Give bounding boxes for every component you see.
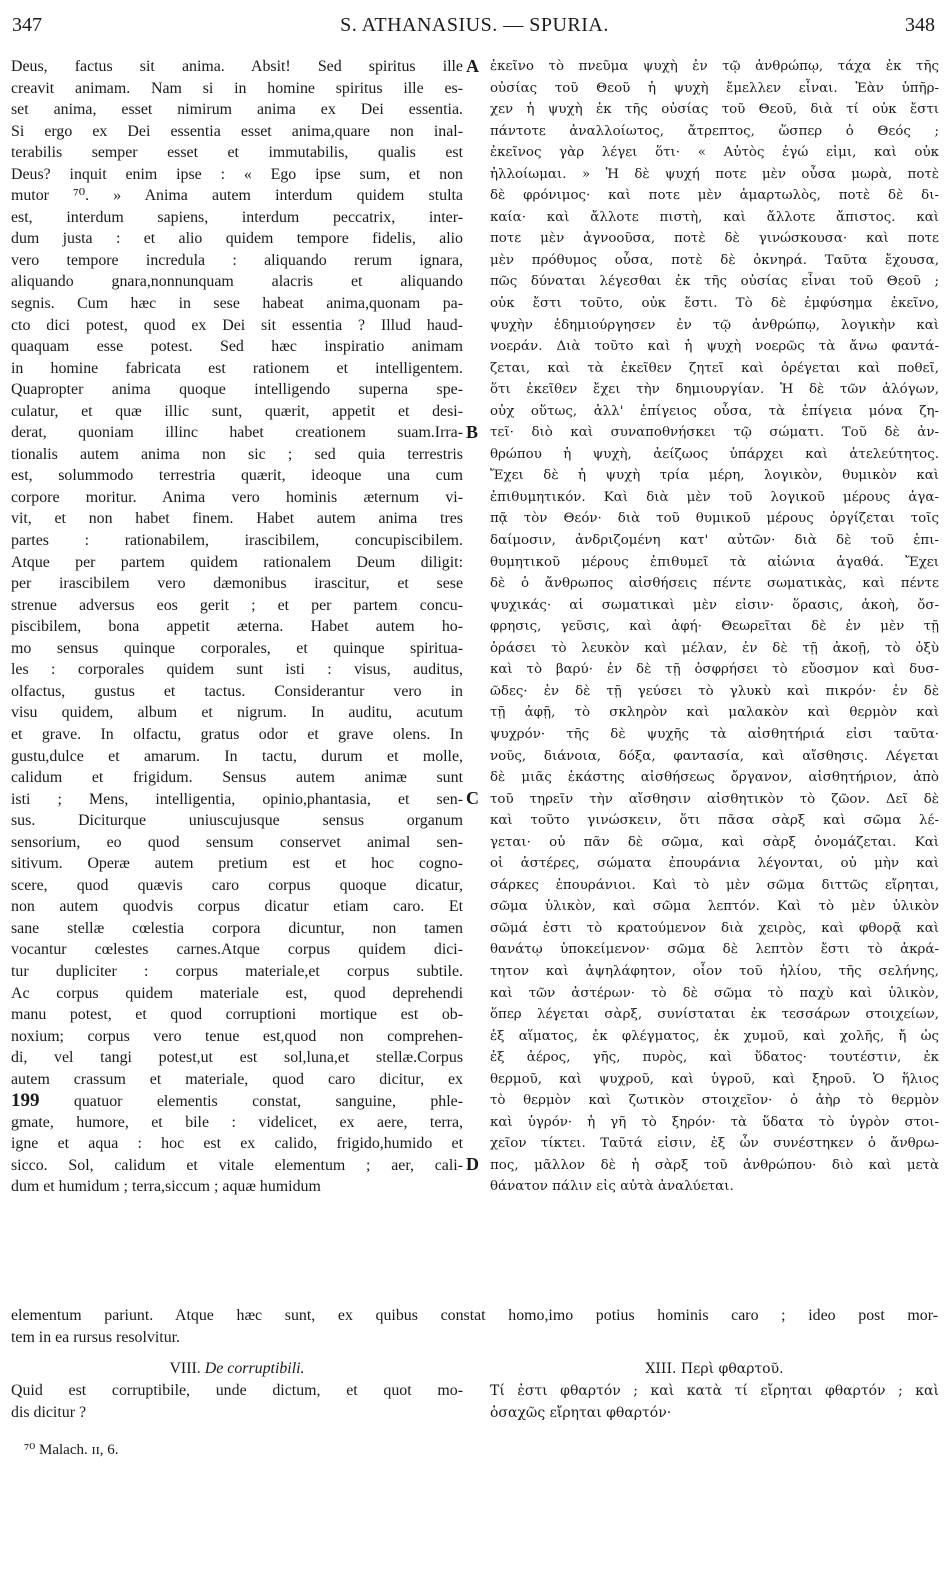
greek-line: οἱ ἀστέρες, σώματα ἐπουράνια λέγονται, οὐ μὴν καὶ — [490, 856, 939, 872]
greek-line: γεται· οὐ πᾶν δὲ σῶμα, καὶ σὰρξ ὀνομάζεται. Καὶ — [490, 834, 939, 850]
latin-line: set anima, esset nimirum anima ex Dei essentia. — [11, 101, 463, 119]
greek-line: μὲν πρόθυμος οὖσα, ποτὲ δὲ ὀκνηρά. Ταῦτα ἔχουσα, — [490, 252, 939, 268]
latin-line: cto dici potest, quod ex Dei sit essentia ? Illud haud- — [11, 316, 463, 334]
latin-line: gustu,dulce et amarum. In tactu, durum et molle, — [11, 747, 463, 765]
latin-line: vit, et non habet finem. Habet autem anima tres — [11, 510, 463, 528]
latin-line — [11, 1090, 463, 1112]
greek-line: σῶμά ἐστι τὸ κρατούμενον διὰ χειρὸς, καὶ φθορᾷ καὶ — [490, 920, 939, 936]
latin-column — [11, 56, 463, 1198]
latin-line: di, vel tangi potest,ut est sol,luna,et stellæ.Corpus — [11, 1049, 463, 1067]
greek-line: τοῦ τηρεῖν τὴν αἴσθησιν αἰσθητικὸν τὸ ζῶον. Δεῖ δὲ — [490, 791, 939, 807]
margin-marker-c: C — [466, 788, 479, 808]
latin-line: non autem quodvis corpus dicatur etiam caro. Et — [11, 898, 463, 916]
greek-line: πος, μᾶλλον δὲ ἡ σὰρξ τοῦ ἀνθρώπου· διὸ καὶ μετὰ — [490, 1157, 939, 1173]
greek-line: Ἔχει δὲ ἡ ψυχὴ τρία μέρη, λογικὸν, θυμικὸν καὶ — [490, 468, 939, 484]
latin-line: les : corporales quidem sunt isti : visus, auditus, — [11, 661, 463, 679]
latin-line: vero tempore incredula : aliquando rerum ignara, — [11, 251, 463, 269]
greek-line: ποτε μὲν ἀγνοοῦσα, ποτὲ δὲ γινώσκουσα· καὶ ποτε — [490, 231, 939, 247]
latin-line: mo sensus quinque corporales, et quinque spiritua- — [11, 639, 463, 657]
greek-line: νοῦς, διάνοια, δόξα, φαντασία, καὶ αἴσθησις. Λέγεται — [490, 748, 939, 764]
greek-line: ἐξ αἵματος, ἐκ φλέγματος, ἐκ χυμοῦ, καὶ χολῆς, ἤ ὡς — [490, 1028, 939, 1044]
greek-line: φρησις, γεῦσις, καὶ ἁφή· Θεωρεῖται δὲ ἐν μὲν τῇ — [490, 619, 939, 635]
footnote: ⁷⁰ Malach. ɪɪ, 6. — [24, 1442, 119, 1458]
latin-line: sus. Diciturque uniuscujusque sensus organum — [11, 812, 463, 830]
latin-line: Deus, factus sit anima. Absit! Sed spiritus ille — [11, 58, 463, 75]
latin-line: tionalis autem anima non sic ; sed quia terrestris — [11, 445, 463, 463]
latin-line: manu potest, et quod corruptioni mortique est ob- — [11, 1006, 463, 1024]
latin-line: scere, quod quævis caro corpus quoque dicatur, — [11, 876, 463, 894]
greek-line: τῇ ἀφῇ, τὸ σκληρὸν καὶ μαλακὸν καὶ θερμὸν καὶ — [490, 705, 939, 721]
latin-line: dum et humidum ; terra,siccum ; aquæ humidum — [11, 1178, 321, 1196]
latin-line: creavit animam. Nam si in homine spiritus ille es- — [11, 79, 463, 97]
page-number-right: 348 — [905, 14, 935, 36]
greek-line: θάνατον πάλιν εἰς αὐτὰ ἀναλύεται. — [490, 1179, 734, 1195]
latin-line: mutor ⁷⁰. » Anima autem interdum quidem stulta — [11, 187, 463, 205]
margin-column-number: 199 — [11, 1090, 40, 1112]
greek-line: τεῖ· διὸ καὶ συναποθνήσκει τῷ σώματι. Τοῦ δὲ ἀν- — [490, 425, 939, 441]
section-greek-line: Τί ἐστι φθαρτόν ; καὶ κατὰ τί εἴρηται φθαρτόν ; καὶ — [490, 1383, 939, 1399]
latin-line: tur dupliciter : corpus materiale,et corpus subtile. — [11, 962, 463, 980]
latin-line-text: quatuor elementis constat, sanguine, phle- — [73, 1093, 463, 1111]
running-title: S. ATHANASIUS. — SPURIA. — [340, 14, 609, 36]
greek-column — [490, 56, 939, 1198]
greek-line: τητον καὶ ἀψηλάφητον, οἷον τοῦ ἡλίου, τῆς σελήνης, — [490, 963, 939, 979]
greek-line: οὐχ οὕτως, ἀλλ' ἐπίγειος οὖσα, τὰ ἐπίγεια μόνα ζη- — [490, 403, 939, 419]
greek-line: θανάτῳ ὑποκείμενον· σῶμα δὲ λεπτὸν ἔστι τὸ ἀκρά- — [490, 942, 939, 958]
full-width-line: tem in ea rursus resolvitur. — [11, 1328, 181, 1346]
greek-line: ὅτι ἐκεῖθεν ἔχει τὴν δημιουργίαν. Ἡ δὲ τῶν ἀλόγων, — [490, 382, 939, 398]
latin-line: gmate, humore, et bile : videlicet, ex aere, terra, — [11, 1113, 463, 1131]
latin-line: dum justa : et alio quidem tempore fidelis, alio — [11, 230, 463, 248]
greek-line: ἠλλοίωμαι. » Ἡ δὲ ψυχή ποτε μὲν οὖσα μωρὰ, ποτὲ — [490, 166, 939, 182]
margin-marker-b: B — [466, 422, 479, 442]
greek-line: καὶ τοῦτο γινώσκειν, ὅτι πᾶσα σὰρξ καὶ σῶμα λέ- — [490, 813, 939, 829]
section-greek-line: ὁσαχῶς εἴρηται φθαρτόν· — [490, 1404, 672, 1421]
latin-line: Atque per partem quidem rationalem Deum diligit: — [11, 553, 463, 571]
section-greek — [490, 1358, 939, 1423]
greek-line: πάντοτε ἀναλλοίωτος, ἄτρεπτος, ὥσπερ ὁ Θεός ; — [490, 123, 939, 139]
greek-line: οὐσίας τοῦ Θεοῦ ἡ ψυχὴ ἔμελλεν εἶναι. Ἐὰν ὑπῆρ- — [490, 80, 939, 96]
latin-line: est, solummodo terrestria quærit, ideoque una cum — [11, 467, 463, 485]
greek-line: καία· καὶ ἄλλοτε πιστὴ, καὶ ἄλλοτε ἄπιστος. καὶ — [490, 209, 939, 225]
section-latin-number: VIII. — [169, 1360, 201, 1377]
greek-line: χεν ἡ ψυχὴ ἐκ τῆς οὐσίας τοῦ Θεοῦ, διὰ τί οὐκ ἔστι — [490, 102, 939, 118]
latin-line: per irascibilem vero dæmonibus irascitur, et sese — [11, 575, 463, 593]
greek-line: ῶδες· ἐν δὲ τῇ γεύσει τὸ γλυκὺ καὶ πικρόν· ἐν δὲ — [490, 683, 939, 699]
section-latin — [11, 1358, 463, 1423]
latin-line: sane stellæ cœlestia corpora dicuntur, non tamen — [11, 919, 463, 937]
latin-line: aliquando gnara,nonnunquam alacris et aliquando — [11, 273, 463, 291]
greek-line: δὲ ὁ ἄνθρωπος αἰσθήσεις πέντε σωματικὰς, καὶ πέντε — [490, 576, 939, 592]
section-latin-line: Quid est corruptibile, unde dictum, et quot mo- — [11, 1382, 463, 1399]
margin-marker-a: A — [466, 56, 479, 76]
greek-line: δὲ μιᾶς ἑκάστης αἰσθήσεως ὄργανον, αἰσθητήριον, ἀπὸ — [490, 770, 939, 786]
greek-line: θερμοῦ, καὶ ψυχροῦ, καὶ ὑγροῦ, καὶ ξηροῦ. Ὁ ἥλιος — [490, 1071, 939, 1087]
greek-line: ψυχικάς· αἱ σωματικαὶ μὲν εἰσιν· ὅρασις, ἀκοὴ, ὄσ- — [490, 597, 939, 613]
greek-line: δὲ φρόνιμος· καὶ ποτε μὲν ἁμαρτωλὸς, ποτὲ δὲ δι- — [490, 188, 939, 204]
latin-line: isti ; Mens, intelligentia, opinio,phantasia, et sen- — [11, 790, 463, 808]
greek-line: ψυχρόν· τῆς δὲ ψυχῆς τὰ αἰσθητήριά εἰσι ταῦτα· — [490, 726, 939, 742]
full-width-text — [11, 1305, 938, 1348]
latin-line: Si ergo ex Dei essentia esset anima,quare non inal- — [11, 122, 463, 140]
greek-line: ἐπιθυμητικόν. Καὶ διὰ μὲν τοῦ λογικοῦ μέρους ἀγα- — [490, 489, 939, 505]
latin-line: culatur, et quæ illic sunt, quærit, appetit et desi- — [11, 402, 463, 420]
latin-line: visu quidem, album et nigrum. In auditu, acutum — [11, 704, 463, 722]
section-latin-line: dis dicitur ? — [11, 1403, 87, 1421]
section-latin-title: De corruptibili. — [204, 1360, 305, 1377]
latin-line: autem crassum et materiale, quod caro dicitur, ex — [11, 1070, 463, 1088]
greek-line: χεῖον τίκτει. Ταῦτά εἰσιν, ἐξ ὧν συνέστηκεν ὁ ἄνθρω- — [490, 1136, 939, 1152]
latin-line: igne et aqua : hoc est ex calido, frigido,humido et — [11, 1135, 463, 1153]
latin-line: est, interdum sapiens, interdum peccatrix, inter- — [11, 208, 463, 226]
latin-line: segnis. Cum hæc in sese habeat anima,quonam pa- — [11, 295, 463, 313]
latin-line: sicco. Sol, calidum et vitale elementum ; aer, cali- — [11, 1156, 463, 1174]
greek-line: σῶμα ὑλικὸν, καὶ σῶμα λεπτόν. Καὶ τὸ μὲν ὑλικὸν — [490, 899, 939, 915]
greek-line: πῶς δύναται λέγεσθαι ἐκ τῆς οὐσίας εἶναι τοῦ Θεοῦ ; — [490, 274, 939, 290]
greek-line: καὶ ὑγρόν· ἡ γῆ τὸ ξηρόν· τὰ ὕδατα τὸ ὑγρὸν στοι- — [490, 1114, 939, 1130]
greek-line: ἐκεῖνος γὰρ λέγει ὅτι· « Αὐτὸς ἐγώ εἰμι, καὶ οὐκ — [490, 145, 939, 161]
latin-line: vocantur cœlestes carnes.Atque corpus quidem dici- — [11, 941, 463, 959]
greek-line: ἐκεῖνο τὸ πνεῦμα ψυχὴ ἐν τῷ ἀνθρώπῳ, τάχα ἐκ τῆς — [490, 59, 939, 74]
latin-line: derat, quoniam illinc habet creationem suam.Irra- — [11, 424, 463, 442]
latin-line: corpore moritur. Anima vero hominis æternum vi- — [11, 488, 463, 506]
latin-line: sitivum. Operæ autem pretium est et hoc cogno- — [11, 855, 463, 873]
margin-marker-d: D — [466, 1154, 479, 1174]
latin-line: piscibilem, bona appetit æterna. Habet autem ho- — [11, 618, 463, 636]
latin-line: quaquam esse potest. Sed hæc inspiratio animam — [11, 338, 463, 356]
latin-line: Ac corpus quidem materiale est, quod deprehendi — [11, 984, 463, 1002]
greek-line: ψυχὴν ἐδημιούργησεν ἐν τῷ ἀνθρώπῳ, λογικὴν καὶ — [490, 317, 939, 333]
greek-line: θυμητικοῦ μέρους ἐπιθυμεῖ τὰ αἰώνια ἀγαθά. Ἔχει — [490, 554, 939, 570]
greek-line: δαίμοσιν, ἀνδριζομένη κατ' αὐτῶν· διὰ δὲ τοῦ ἐπι- — [490, 533, 939, 549]
greek-line: τὸ θερμὸν καὶ ζωτικὸν στοιχεῖον· ὁ ἀὴρ τὸ θερμὸν — [490, 1093, 939, 1109]
section-greek-title: ΧIII. Περὶ φθαρτοῦ. — [645, 1361, 784, 1377]
latin-line: et grave. In olfactu, gratus odor et grave olens. In — [11, 725, 463, 743]
greek-line: καὶ τὸ βαρύ· ἐν δὲ τῇ ὀσφρήσει τὸ εὔοσμον καὶ δυσ- — [490, 662, 939, 678]
greek-line: ὁράσει τὸ λευκὸν καὶ μέλαν, ἐν δὲ τῇ ἀκοῇ, τὸ ὀξὺ — [490, 640, 939, 656]
latin-line: strenue adversus eos gerit ; et per partem concu- — [11, 596, 463, 614]
greek-line: σάρκες ἐπουράνιοι. Καὶ τὸ μὲν σῶμα διττῶς εἴρηται, — [490, 877, 939, 893]
section-latin-heading — [11, 1358, 463, 1380]
greek-line: ἐξ ἀέρος, γῆς, πυρὸς, καὶ ὕδατος· τουτέστιν, ἐκ — [490, 1050, 939, 1066]
latin-line: in homine fabricata est rationem et intelligentem. — [11, 359, 463, 377]
page-number-left: 347 — [12, 14, 42, 36]
greek-line: νοεράν. Διὰ τοῦτο καὶ ἡ ψυχὴ νοερῶς τὰ ἄνω φαντά- — [490, 339, 939, 355]
greek-line: θρώπου ἡ ψυχὴ, ἀείζωος ὑπάρχει καὶ ἀτελεύτητος. — [490, 446, 939, 462]
greek-line: ὅπερ λέγεται σὰρξ, συνίσταται ἐκ τεσσάρων στοιχείων, — [490, 1007, 939, 1023]
page-header — [0, 14, 949, 42]
greek-line: οὐκ ἔστι τοῦτο, οὐκ ἔστι. Τὸ δὲ ἐμφύσημα ἐκεῖνο, — [490, 296, 939, 312]
greek-line: καὶ τῶν ἀστέρων· τὸ δὲ σῶμα τὸ παχὺ καὶ ὑλικὸν, — [490, 985, 939, 1001]
greek-line: πᾷ τὸν Θεόν· διὰ τοῦ θυμικοῦ μέρους ὀργίζεται τοῖς — [490, 511, 939, 527]
latin-line: terabilis semper esset et immutabilis, qualis est — [11, 144, 463, 162]
full-width-line: elementum pariunt. Atque hæc sunt, ex quibus constat homo,imo potius hominis caro ; ideo post mor- — [11, 1307, 938, 1324]
latin-line: partes : rationabilem, irascibilem, concupiscibilem. — [11, 532, 463, 550]
latin-line: Deus? inquit enim ipse : « Ego ipse sum, et non — [11, 165, 463, 183]
latin-line: olfactus, gustus et tactus. Considerantur vero in — [11, 682, 463, 700]
latin-line: noxium; corpus vero tenue est,quod non comprehen- — [11, 1027, 463, 1045]
greek-line: ζεται, καὶ τὰ ἐκεῖθεν ζητεῖ καὶ ὀρέγεται καὶ ποθεῖ, — [490, 360, 939, 376]
latin-line: sensorium, eo quod sensum conservet animal sen- — [11, 833, 463, 851]
latin-line: calidum et frigidum. Sensus autem animæ sunt — [11, 769, 463, 787]
latin-line: Quapropter anima quoque intelligendo superna spe- — [11, 381, 463, 399]
